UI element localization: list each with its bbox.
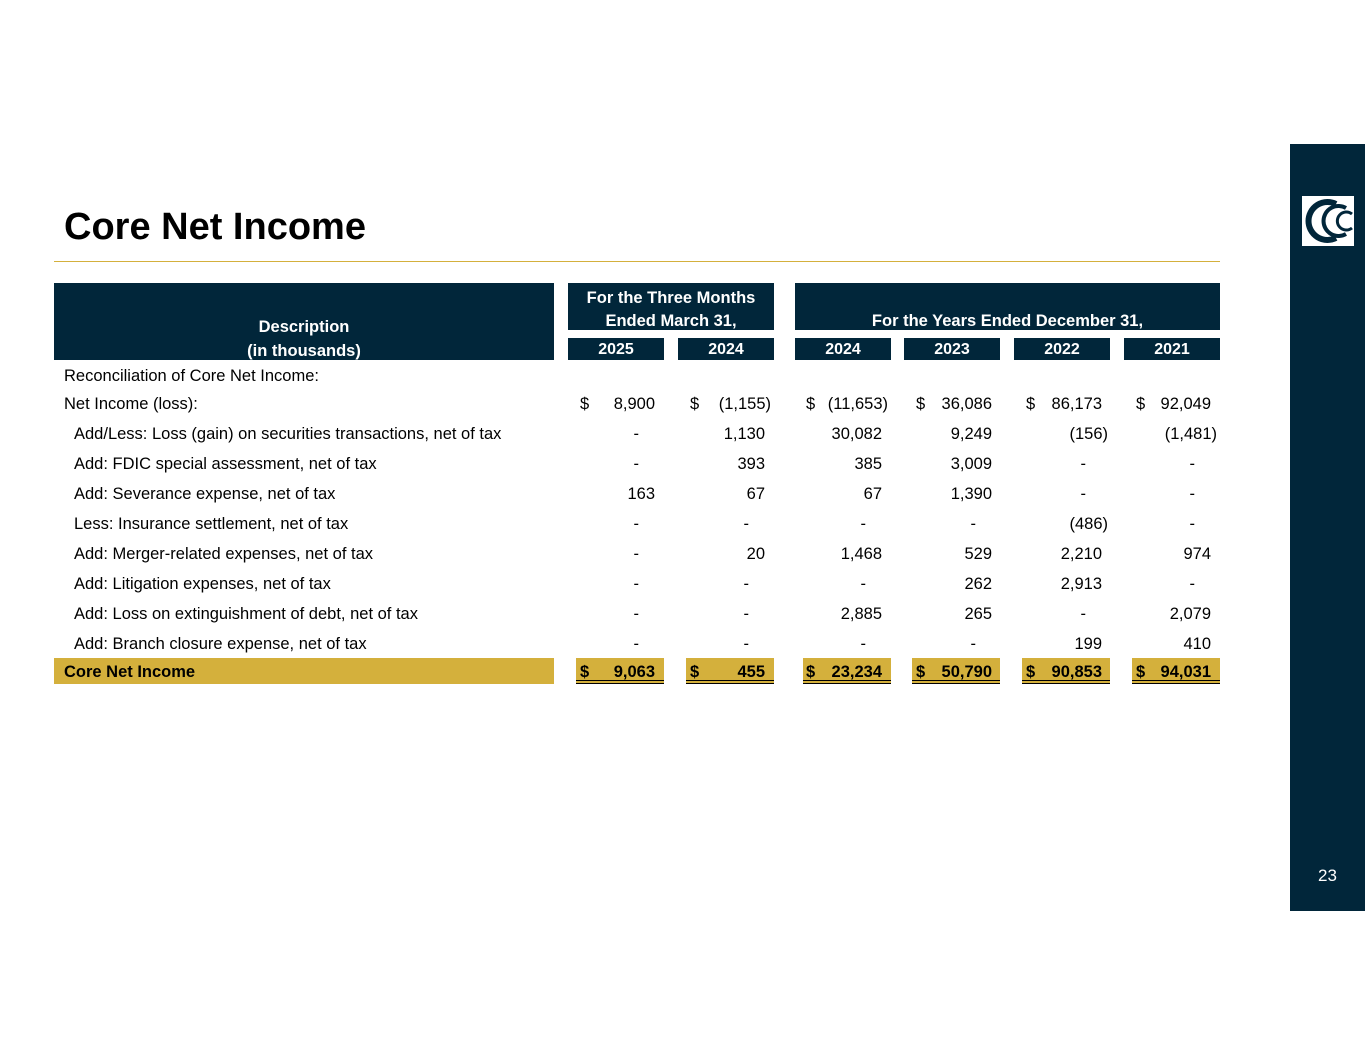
cell-value: 2,210 [1060, 545, 1102, 563]
currency-symbol: $ [1026, 395, 1036, 413]
cell-value: 67 [863, 485, 882, 503]
description-header-line2: (in thousands) [247, 342, 361, 360]
cell-value: 529 [964, 545, 992, 563]
row-label: Less: Insurance settlement, net of tax [74, 515, 349, 533]
row-label: Add: Merger-related expenses, net of tax [74, 545, 373, 563]
cell-value: - [1189, 515, 1195, 533]
total-value: 455 [737, 663, 765, 681]
year-header-4: 2022 [1014, 338, 1110, 360]
total-value: 23,234 [831, 663, 882, 681]
currency-symbol: $ [916, 395, 926, 413]
year-header-3: 2023 [904, 338, 1000, 360]
cell-value: (11,653) [827, 395, 888, 413]
currency-symbol: $ [580, 395, 590, 413]
year-header-0: 2025 [568, 338, 664, 360]
cell-value: 1,130 [723, 425, 765, 443]
cell-value: (486) [1069, 515, 1108, 533]
currency-symbol: $ [806, 663, 816, 681]
three-months-header-line1: For the Three Months [586, 289, 756, 307]
cell-value: - [743, 605, 749, 623]
cell-value: 67 [746, 485, 765, 503]
cell-value: 2,885 [840, 605, 882, 623]
total-label: Core Net Income [64, 663, 196, 681]
cell-value: 163 [627, 485, 655, 503]
currency-symbol: $ [580, 663, 590, 681]
cell-value: 3,009 [950, 455, 992, 473]
cell-value: - [1080, 455, 1086, 473]
cell-value: 2,913 [1060, 575, 1102, 593]
total-value: 9,063 [613, 663, 655, 681]
row-label: Add: Severance expense, net of tax [74, 485, 336, 503]
cell-value: 1,468 [840, 545, 882, 563]
cell-value: 30,082 [831, 425, 882, 443]
cell-value: - [743, 515, 749, 533]
cell-value: - [1080, 605, 1086, 623]
cell-value: - [860, 515, 866, 533]
cell-value: - [633, 515, 639, 533]
cell-value: - [633, 425, 639, 443]
title-rule [54, 261, 1220, 262]
cell-value: - [633, 575, 639, 593]
cell-value: - [970, 635, 976, 653]
total-value: 50,790 [941, 663, 992, 681]
three-months-header-line2: Ended March 31, [605, 312, 737, 330]
cell-value: 385 [854, 455, 882, 473]
cell-value: - [633, 635, 639, 653]
cell-value: 8,900 [613, 395, 655, 413]
total-value: 94,031 [1160, 663, 1211, 681]
row-label: Add: Loss on extinguishment of debt, net of tax [74, 605, 418, 623]
currency-symbol: $ [806, 395, 816, 413]
currency-symbol: $ [690, 663, 700, 681]
description-header-line1: Description [258, 318, 350, 336]
cell-value: - [860, 575, 866, 593]
row-label: Net Income (loss): [64, 395, 198, 413]
row-label: Reconciliation of Core Net Income: [64, 367, 319, 385]
currency-symbol: $ [1026, 663, 1036, 681]
cell-value: - [970, 515, 976, 533]
row-label: Add/Less: Loss (gain) on securities transactions, net of tax [74, 425, 502, 443]
cell-value: - [1189, 575, 1195, 593]
currency-symbol: $ [1136, 395, 1146, 413]
cell-value: - [1189, 455, 1195, 473]
cell-value: (156) [1069, 425, 1108, 443]
row-label: Add: Branch closure expense, net of tax [74, 635, 367, 653]
currency-symbol: $ [1136, 663, 1146, 681]
cell-value: (1,481) [1164, 425, 1217, 443]
cell-value: - [633, 455, 639, 473]
cell-value: (1,155) [718, 395, 771, 413]
cell-value: - [860, 635, 866, 653]
year-header-1: 2024 [678, 338, 774, 360]
cell-value: 2,079 [1169, 605, 1211, 623]
cell-value: 86,173 [1051, 395, 1102, 413]
cell-value: - [633, 605, 639, 623]
page-number: 23 [1318, 866, 1337, 885]
cell-value: 20 [746, 545, 765, 563]
cell-value: 393 [737, 455, 765, 473]
cell-value: 92,049 [1160, 395, 1211, 413]
row-label: Add: Litigation expenses, net of tax [74, 575, 331, 593]
row-label: Add: FDIC special assessment, net of tax [74, 455, 377, 473]
company-logo-icon [1302, 196, 1354, 246]
year-header-5: 2021 [1124, 338, 1220, 360]
cell-value: 199 [1074, 635, 1102, 653]
cell-value: 262 [964, 575, 992, 593]
year-header-2: 2024 [795, 338, 891, 360]
cell-value: - [743, 635, 749, 653]
currency-symbol: $ [916, 663, 926, 681]
cell-value: 410 [1183, 635, 1211, 653]
cell-value: 1,390 [950, 485, 992, 503]
cell-value: - [633, 545, 639, 563]
cell-value: 974 [1183, 545, 1211, 563]
cell-value: 9,249 [950, 425, 992, 443]
cell-value: 36,086 [941, 395, 992, 413]
page-title: Core Net Income [64, 206, 366, 248]
cell-value: 265 [964, 605, 992, 623]
currency-symbol: $ [690, 395, 700, 413]
total-value: 90,853 [1051, 663, 1102, 681]
cell-value: - [1189, 485, 1195, 503]
years-ended-header: For the Years Ended December 31, [871, 312, 1144, 330]
cell-value: - [1080, 485, 1086, 503]
cell-value: - [743, 575, 749, 593]
sidebar [1290, 144, 1365, 911]
